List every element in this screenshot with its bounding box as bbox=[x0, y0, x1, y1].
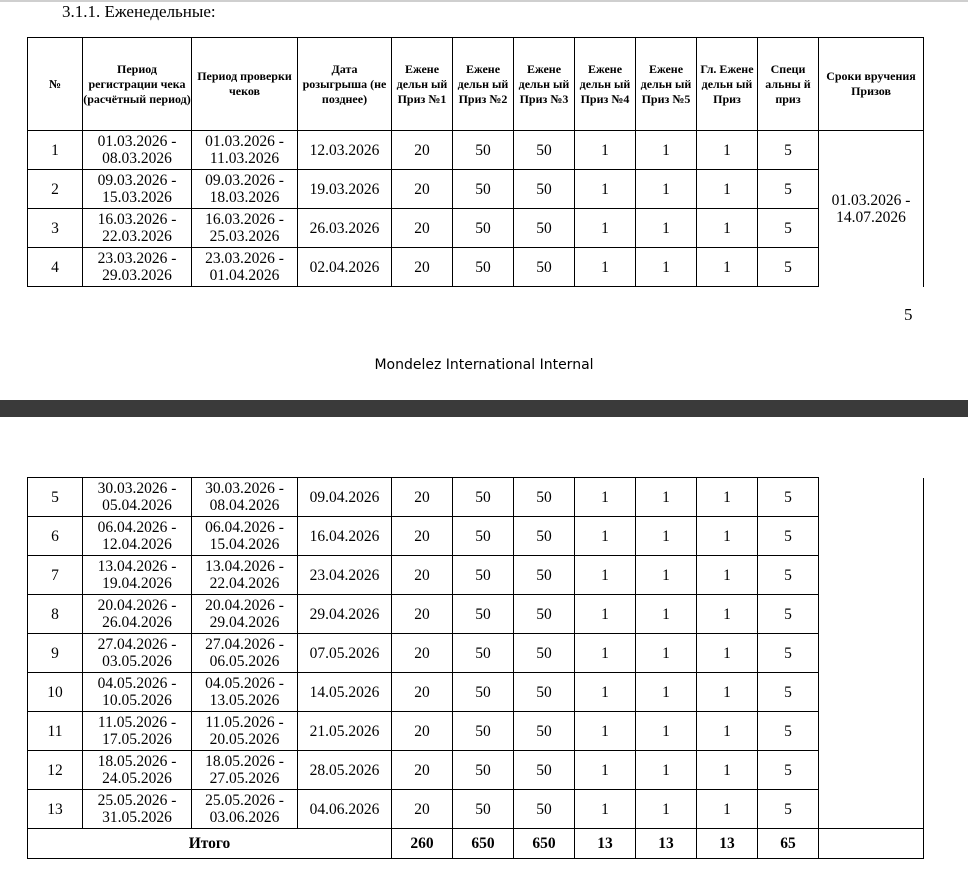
special-prize-cell: 5 bbox=[758, 478, 819, 517]
prize-3-cell: 50 bbox=[514, 712, 575, 751]
delivery-period-continuation-cell bbox=[819, 478, 924, 517]
prize-4-cell: 1 bbox=[575, 131, 636, 170]
special-prize-cell: 5 bbox=[758, 634, 819, 673]
delivery-period-continuation-cell bbox=[819, 595, 924, 634]
prize-4-cell: 1 bbox=[575, 517, 636, 556]
prize-5-cell: 1 bbox=[636, 209, 697, 248]
prize-5-cell: 1 bbox=[636, 634, 697, 673]
row-number-cell: 13 bbox=[28, 790, 83, 829]
table-header-row bbox=[28, 38, 924, 131]
prize-3-cell: 50 bbox=[514, 673, 575, 712]
delivery-period-continuation-cell bbox=[819, 712, 924, 751]
prize-1-cell: 20 bbox=[392, 170, 453, 209]
check-period-cell: 23.03.2026 - 01.04.2026 bbox=[192, 248, 298, 287]
prize-2-cell: 50 bbox=[453, 673, 514, 712]
delivery-period-cell: 01.03.2026 - 14.07.2026 bbox=[819, 131, 924, 287]
draw-date-cell: 02.04.2026 bbox=[298, 248, 392, 287]
row-number-cell: 3 bbox=[28, 209, 83, 248]
prize-3-cell: 50 bbox=[514, 751, 575, 790]
total-prize-1: 260 bbox=[392, 829, 453, 859]
table-row bbox=[28, 790, 924, 829]
main-weekly-prize-cell: 1 bbox=[697, 556, 758, 595]
prize-3-cell: 50 bbox=[514, 517, 575, 556]
delivery-period-continuation-cell bbox=[819, 634, 924, 673]
header-special-prize: Специ альны й приз bbox=[758, 38, 819, 131]
prize-1-cell: 20 bbox=[392, 248, 453, 287]
prize-3-cell: 50 bbox=[514, 170, 575, 209]
special-prize-cell: 5 bbox=[758, 170, 819, 209]
draw-date-cell: 07.05.2026 bbox=[298, 634, 392, 673]
check-period-cell: 09.03.2026 - 18.03.2026 bbox=[192, 170, 298, 209]
prize-1-cell: 20 bbox=[392, 751, 453, 790]
delivery-period-continuation-cell bbox=[819, 790, 924, 829]
header-check-period: Период проверки чеков bbox=[192, 38, 298, 131]
prize-1-cell: 20 bbox=[392, 595, 453, 634]
header-prize-5: Ежене дельн ый Приз №5 bbox=[636, 38, 697, 131]
registration-period-cell: 23.03.2026 - 29.03.2026 bbox=[83, 248, 192, 287]
table-row bbox=[28, 209, 924, 248]
special-prize-cell: 5 bbox=[758, 712, 819, 751]
document-page-1 bbox=[0, 0, 968, 400]
prize-5-cell: 1 bbox=[636, 248, 697, 287]
row-number-cell: 7 bbox=[28, 556, 83, 595]
prize-1-cell: 20 bbox=[392, 712, 453, 751]
prize-3-cell: 50 bbox=[514, 478, 575, 517]
prize-5-cell: 1 bbox=[636, 170, 697, 209]
prize-4-cell: 1 bbox=[575, 595, 636, 634]
header-delivery-period: Сроки вручения Призов bbox=[819, 38, 924, 131]
draw-date-cell: 21.05.2026 bbox=[298, 712, 392, 751]
row-number-cell: 11 bbox=[28, 712, 83, 751]
total-label: Итого bbox=[28, 829, 392, 859]
prize-3-cell: 50 bbox=[514, 248, 575, 287]
draw-date-cell: 26.03.2026 bbox=[298, 209, 392, 248]
draw-date-cell: 28.05.2026 bbox=[298, 751, 392, 790]
prize-5-cell: 1 bbox=[636, 751, 697, 790]
row-number-cell: 9 bbox=[28, 634, 83, 673]
draw-date-cell: 16.04.2026 bbox=[298, 517, 392, 556]
check-period-cell: 20.04.2026 - 29.04.2026 bbox=[192, 595, 298, 634]
footer-label: Mondelez International Internal bbox=[374, 357, 594, 373]
special-prize-cell: 5 bbox=[758, 673, 819, 712]
prize-3-cell: 50 bbox=[514, 556, 575, 595]
prize-2-cell: 50 bbox=[453, 712, 514, 751]
main-weekly-prize-cell: 1 bbox=[697, 517, 758, 556]
row-number-cell: 4 bbox=[28, 248, 83, 287]
total-row bbox=[28, 829, 924, 859]
draw-date-cell: 29.04.2026 bbox=[298, 595, 392, 634]
header-draw-date: Дата розыгрыша (не позднее) bbox=[298, 38, 392, 131]
prize-5-cell: 1 bbox=[636, 131, 697, 170]
prize-1-cell: 20 bbox=[392, 131, 453, 170]
draw-date-cell: 04.06.2026 bbox=[298, 790, 392, 829]
prize-2-cell: 50 bbox=[453, 595, 514, 634]
row-number-cell: 5 bbox=[28, 478, 83, 517]
prize-4-cell: 1 bbox=[575, 478, 636, 517]
delivery-period-continuation-cell bbox=[819, 517, 924, 556]
total-special-prize: 65 bbox=[758, 829, 819, 859]
main-weekly-prize-cell: 1 bbox=[697, 790, 758, 829]
check-period-cell: 06.04.2026 - 15.04.2026 bbox=[192, 517, 298, 556]
prize-4-cell: 1 bbox=[575, 790, 636, 829]
total-delivery-empty bbox=[819, 829, 924, 859]
prize-2-cell: 50 bbox=[453, 209, 514, 248]
check-period-cell: 11.05.2026 - 20.05.2026 bbox=[192, 712, 298, 751]
main-weekly-prize-cell: 1 bbox=[697, 209, 758, 248]
page-number: 5 bbox=[904, 305, 913, 324]
check-period-cell: 25.05.2026 - 03.06.2026 bbox=[192, 790, 298, 829]
main-weekly-prize-cell: 1 bbox=[697, 712, 758, 751]
check-period-cell: 16.03.2026 - 25.03.2026 bbox=[192, 209, 298, 248]
special-prize-cell: 5 bbox=[758, 595, 819, 634]
prize-1-cell: 20 bbox=[392, 790, 453, 829]
section-heading: 3.1.1. Еженедельные: bbox=[62, 2, 216, 21]
prize-3-cell: 50 bbox=[514, 131, 575, 170]
row-number-cell: 1 bbox=[28, 131, 83, 170]
draw-date-cell: 12.03.2026 bbox=[298, 131, 392, 170]
prize-4-cell: 1 bbox=[575, 209, 636, 248]
prize-3-cell: 50 bbox=[514, 790, 575, 829]
table-row bbox=[28, 248, 924, 287]
draw-date-cell: 14.05.2026 bbox=[298, 673, 392, 712]
total-prize-5: 13 bbox=[636, 829, 697, 859]
table-row bbox=[28, 751, 924, 790]
prize-5-cell: 1 bbox=[636, 556, 697, 595]
prize-5-cell: 1 bbox=[636, 478, 697, 517]
row-number-cell: 8 bbox=[28, 595, 83, 634]
special-prize-cell: 5 bbox=[758, 517, 819, 556]
registration-period-cell: 09.03.2026 - 15.03.2026 bbox=[83, 170, 192, 209]
main-weekly-prize-cell: 1 bbox=[697, 248, 758, 287]
special-prize-cell: 5 bbox=[758, 209, 819, 248]
table-body-part-1 bbox=[28, 131, 924, 287]
prize-4-cell: 1 bbox=[575, 556, 636, 595]
delivery-period-continuation-cell bbox=[819, 556, 924, 595]
row-number-cell: 12 bbox=[28, 751, 83, 790]
prize-3-cell: 50 bbox=[514, 595, 575, 634]
registration-period-cell: 18.05.2026 - 24.05.2026 bbox=[83, 751, 192, 790]
prize-5-cell: 1 bbox=[636, 790, 697, 829]
prize-1-cell: 20 bbox=[392, 673, 453, 712]
registration-period-cell: 04.05.2026 - 10.05.2026 bbox=[83, 673, 192, 712]
prize-2-cell: 50 bbox=[453, 131, 514, 170]
prize-schedule-table-part-2 bbox=[27, 477, 924, 859]
main-weekly-prize-cell: 1 bbox=[697, 478, 758, 517]
registration-period-cell: 13.04.2026 - 19.04.2026 bbox=[83, 556, 192, 595]
prize-2-cell: 50 bbox=[453, 634, 514, 673]
prize-1-cell: 20 bbox=[392, 517, 453, 556]
draw-date-cell: 23.04.2026 bbox=[298, 556, 392, 595]
main-weekly-prize-cell: 1 bbox=[697, 751, 758, 790]
prize-4-cell: 1 bbox=[575, 712, 636, 751]
header-main-weekly-prize: Гл. Ежене дельн ый Приз bbox=[697, 38, 758, 131]
total-prize-3: 650 bbox=[514, 829, 575, 859]
table-row bbox=[28, 673, 924, 712]
prize-1-cell: 20 bbox=[392, 478, 453, 517]
main-weekly-prize-cell: 1 bbox=[697, 131, 758, 170]
prize-5-cell: 1 bbox=[636, 712, 697, 751]
prize-4-cell: 1 bbox=[575, 673, 636, 712]
header-number: № bbox=[28, 38, 83, 131]
table-row bbox=[28, 595, 924, 634]
prize-2-cell: 50 bbox=[453, 790, 514, 829]
prize-4-cell: 1 bbox=[575, 170, 636, 209]
special-prize-cell: 5 bbox=[758, 131, 819, 170]
row-number-cell: 6 bbox=[28, 517, 83, 556]
prize-4-cell: 1 bbox=[575, 248, 636, 287]
header-prize-1: Ежене дельн ый Приз №1 bbox=[392, 38, 453, 131]
main-weekly-prize-cell: 1 bbox=[697, 170, 758, 209]
table-row bbox=[28, 131, 924, 170]
check-period-cell: 30.03.2026 - 08.04.2026 bbox=[192, 478, 298, 517]
table-row bbox=[28, 712, 924, 751]
prize-3-cell: 50 bbox=[514, 209, 575, 248]
prize-5-cell: 1 bbox=[636, 673, 697, 712]
registration-period-cell: 11.05.2026 - 17.05.2026 bbox=[83, 712, 192, 751]
row-number-cell: 2 bbox=[28, 170, 83, 209]
header-prize-4: Ежене дельн ый Приз №4 bbox=[575, 38, 636, 131]
check-period-cell: 04.05.2026 - 13.05.2026 bbox=[192, 673, 298, 712]
header-registration-period: Период регистрации чека (расчётный период) bbox=[83, 38, 192, 131]
special-prize-cell: 5 bbox=[758, 248, 819, 287]
registration-period-cell: 06.04.2026 - 12.04.2026 bbox=[83, 517, 192, 556]
delivery-period-continuation-cell bbox=[819, 751, 924, 790]
prize-1-cell: 20 bbox=[392, 634, 453, 673]
table-body-part-2 bbox=[28, 478, 924, 829]
table-row bbox=[28, 634, 924, 673]
prize-3-cell: 50 bbox=[514, 634, 575, 673]
registration-period-cell: 25.05.2026 - 31.05.2026 bbox=[83, 790, 192, 829]
prize-2-cell: 50 bbox=[453, 556, 514, 595]
registration-period-cell: 30.03.2026 - 05.04.2026 bbox=[83, 478, 192, 517]
draw-date-cell: 19.03.2026 bbox=[298, 170, 392, 209]
prize-2-cell: 50 bbox=[453, 478, 514, 517]
special-prize-cell: 5 bbox=[758, 790, 819, 829]
prize-2-cell: 50 bbox=[453, 170, 514, 209]
draw-date-cell: 09.04.2026 bbox=[298, 478, 392, 517]
check-period-cell: 27.04.2026 - 06.05.2026 bbox=[192, 634, 298, 673]
special-prize-cell: 5 bbox=[758, 751, 819, 790]
row-number-cell: 10 bbox=[28, 673, 83, 712]
header-prize-2: Ежене дельн ый Приз №2 bbox=[453, 38, 514, 131]
prize-4-cell: 1 bbox=[575, 634, 636, 673]
registration-period-cell: 20.04.2026 - 26.04.2026 bbox=[83, 595, 192, 634]
delivery-period-continuation-cell bbox=[819, 673, 924, 712]
special-prize-cell: 5 bbox=[758, 556, 819, 595]
registration-period-cell: 27.04.2026 - 03.05.2026 bbox=[83, 634, 192, 673]
total-prize-4: 13 bbox=[575, 829, 636, 859]
check-period-cell: 13.04.2026 - 22.04.2026 bbox=[192, 556, 298, 595]
prize-5-cell: 1 bbox=[636, 517, 697, 556]
page-divider bbox=[0, 400, 968, 417]
table-row bbox=[28, 478, 924, 517]
prize-5-cell: 1 bbox=[636, 595, 697, 634]
total-main-weekly-prize: 13 bbox=[697, 829, 758, 859]
table-row bbox=[28, 556, 924, 595]
prize-2-cell: 50 bbox=[453, 517, 514, 556]
registration-period-cell: 16.03.2026 - 22.03.2026 bbox=[83, 209, 192, 248]
prize-1-cell: 20 bbox=[392, 556, 453, 595]
prize-1-cell: 20 bbox=[392, 209, 453, 248]
prize-4-cell: 1 bbox=[575, 751, 636, 790]
table-row bbox=[28, 170, 924, 209]
prize-schedule-table-part-1 bbox=[27, 37, 924, 287]
main-weekly-prize-cell: 1 bbox=[697, 595, 758, 634]
total-prize-2: 650 bbox=[453, 829, 514, 859]
prize-2-cell: 50 bbox=[453, 751, 514, 790]
check-period-cell: 18.05.2026 - 27.05.2026 bbox=[192, 751, 298, 790]
check-period-cell: 01.03.2026 - 11.03.2026 bbox=[192, 131, 298, 170]
registration-period-cell: 01.03.2026 - 08.03.2026 bbox=[83, 131, 192, 170]
header-prize-3: Ежене дельн ый Приз №3 bbox=[514, 38, 575, 131]
main-weekly-prize-cell: 1 bbox=[697, 673, 758, 712]
table-row bbox=[28, 517, 924, 556]
main-weekly-prize-cell: 1 bbox=[697, 634, 758, 673]
prize-2-cell: 50 bbox=[453, 248, 514, 287]
